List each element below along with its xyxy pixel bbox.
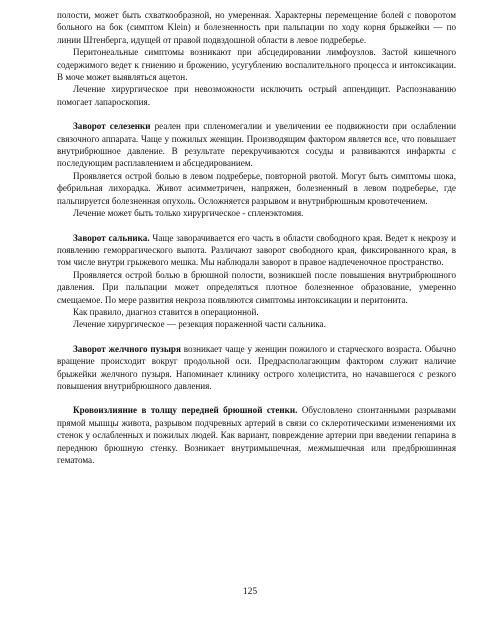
paragraph-text: Перитонеальные симптомы возникают при абсцедировании лимфоузлов. Застой кишечного содержимого ведет к гниению и брожению, усугублению воспалительного процесса и интоксикации. В моче может выявляться ацетон. [57,47,456,83]
paragraph-3 [57,120,456,170]
page-number: 125 [242,587,258,597]
paragraph-text: реален при спленомегалии и увеличении ее подвижности при ослаблении связочного аппарата. Чаще у пожилых женщин. Производящим фактором является все, что повышает внутрибрюшное давление. В результате перекручиваются сосуды и развиваются инфаркты с последующим расплавлением и абсцедированием. [57,121,456,169]
paragraph-9 [57,318,456,330]
paragraph-5 [57,207,456,219]
paragraph-text: полости, может быть схваткообразной, но умеренная. Характерны перемещение болей с поворотом больного на бок (симптом Klein) и болезненность при пальпации по ходу корня брыжейки — по линии Штенберга, идущей от правой подвздошной области в левое подреберье. [57,10,456,45]
paragraph-text: Лечение хирургическое при невозможности исключить острый аппендицит. Распознаванию помогает лапароскопия. [57,84,456,107]
paragraph-8 [57,306,456,318]
paragraph-lead: Заворот желчного пузыря [73,343,181,354]
paragraph-10 [57,343,456,393]
paragraph-4 [57,170,456,207]
paragraph-lead: Кровоизлияние в толщу передней брюшной стенки. [73,405,298,416]
paragraph-text: Лечение может быть только хирургическое - спленэктомия. [73,208,304,219]
paragraph-1 [57,46,456,83]
paragraph-6 [57,232,456,269]
paragraph-11 [57,404,456,466]
paragraph-lead: Заворот сальника. [73,232,150,243]
paragraph-text: возникает чаще у женщин пожилого и старческого возраста. Обычно вращение происходит вокруг продольной оси. Предрасполагающим фактором служит наличие брыжейки желчного пузыря. Напоминает клинику острого холецистита, но начавшегося с резкого повышения внутрибрюшного давления. [57,343,456,391]
paragraph-text: Как правило, диагноз ставится в операционной. [73,306,259,317]
paragraph-text: Обусловлено спонтанными разрывами прямой мышцы живота, разрывом подчревных артерий в связи со склеротическими изменениями их стенок у ослабленных и пожилых людей. Как вариант, повреждение артерии при введении гепарина в переднюю брюшную стенку. Возникает внутримышечная, межмышечная или предбрюшинная гематома. [57,405,456,465]
paragraph-2 [57,83,456,108]
paragraph-7 [57,269,456,306]
paragraph-text: Проявляется острой болью в левом подреберье, повторной рвотой. Могут быть симптомы шока, фебрильная лихорадка. Живот асимметричен, напряжен, болезненный в левом подреберье, где пальпируется болезненная опухоль. Осложняется разрывом и внутрибрюшным кровотечением. [57,170,456,206]
paragraph-text: Проявляется острой болью в брюшной полости, возникшей после повышения внутрибрюшного давления. При пальпации может определяться плотное болезненное образование, умеренно смещаемое. По мере развития некроза появляются симптомы интоксикации и перитонита. [57,269,456,305]
paragraph-lead: Заворот селезенки [73,121,151,132]
paragraph-text: Лечение хирургическое — резекция пораженной части сальника. [73,319,326,330]
paragraph-text: Чаще заворачивается его часть в области свободного края. Ведет к некрозу и появлению геморрагического выпота. Различают заворот свободного края, фиксированного края, в том числе внутри грыжевого мешка. Мы наблюдали заворот в правое надпеченочное пространство. [57,232,456,268]
text-body [57,9,456,466]
paragraph-0 [57,9,456,46]
